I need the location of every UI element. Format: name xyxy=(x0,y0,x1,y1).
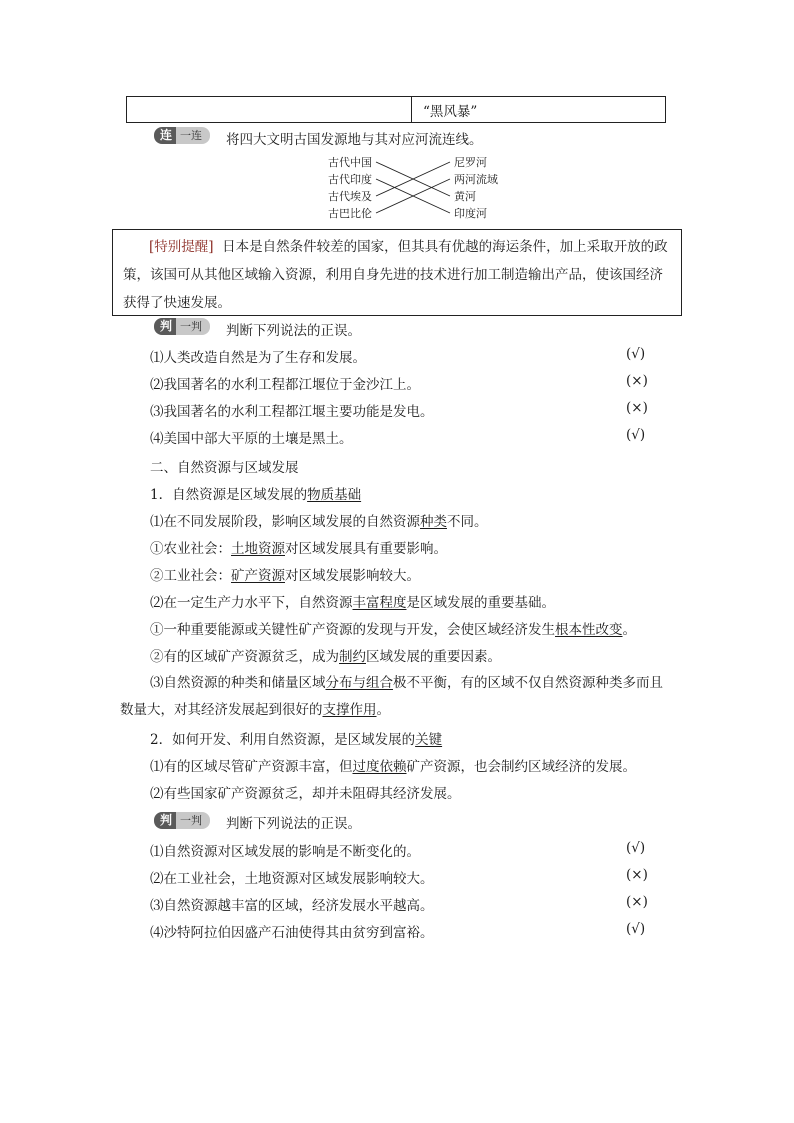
judge1-item: ⑴人类改造自然是为了生存和发展。 xyxy=(150,350,366,366)
text: 矿产资源，也会制约区域经济的发展。 xyxy=(406,759,636,775)
point-2-2: ⑵有些国家矿产资源贫乏，却并未阻碍其经济发展。 xyxy=(150,786,461,802)
point-1-3 xyxy=(120,670,676,724)
text: 是区域发展的重要基础。 xyxy=(406,595,555,611)
point-1-text: 1．自然资源是区域发展的 xyxy=(150,487,308,503)
text: ⑶自然资源的种类和储量区域 xyxy=(150,675,326,691)
text: ②有的区域矿产资源贫乏，成为 xyxy=(150,649,339,665)
judge1-item: ⑵我国著名的水利工程都江堰位于金沙江上。 xyxy=(150,377,420,393)
text: 极不平衡，有的区域不仅自然资源种类多而且数量大，对其经济发展起到很好的 xyxy=(120,675,663,718)
judge2-item: ⑶自然资源越丰富的区域，经济发展水平越高。 xyxy=(150,898,434,914)
left-item: 古代中国 xyxy=(328,156,372,169)
judge-badge-2 xyxy=(154,812,210,829)
point-1 xyxy=(150,483,361,503)
left-item: 古代埃及 xyxy=(328,190,372,203)
connect-badge xyxy=(154,127,210,144)
judge-badge-main: 判 xyxy=(154,812,176,829)
text: 。 xyxy=(376,702,390,718)
judge2-item: ⑵在工业社会，土地资源对区域发展影响较大。 xyxy=(150,871,434,887)
connect-instruction: 将四大文明古国发源地与其对应河流连线。 xyxy=(226,132,483,148)
text: 。 xyxy=(622,622,636,638)
right-item: 尼罗河 xyxy=(454,156,487,169)
right-item: 印度河 xyxy=(454,207,487,220)
text: ⑵在一定生产力水平下，自然资源 xyxy=(150,595,353,611)
tip-text-block xyxy=(123,233,671,317)
judge2-instruction: 判断下列说法的正误。 xyxy=(226,816,361,832)
point-agri xyxy=(150,537,447,557)
tip-body: 日本是自然条件较差的国家，但其具有优越的海运条件，加上采取开放的政策，该国可从其他区域输入资源，利用自身先进的技术进行加工制造输出产品，使该国经济获得了快速发展。 xyxy=(123,239,668,311)
judge2-mark: (√) xyxy=(626,921,646,937)
left-item: 古代印度 xyxy=(328,173,372,186)
left-item: 古巴比伦 xyxy=(328,207,372,220)
right-item: 黄河 xyxy=(454,190,476,203)
judge-badge-1 xyxy=(154,318,210,335)
judge1-mark: (×) xyxy=(626,400,648,416)
top-table xyxy=(126,96,666,123)
point-1-1 xyxy=(150,510,488,530)
text: ⑴在不同发展阶段，影响区域发展的自然资源 xyxy=(150,514,420,530)
judge1-mark: (√) xyxy=(626,427,646,443)
judge1-item: ⑶我国著名的水利工程都江堰主要功能是发电。 xyxy=(150,404,434,420)
text: ⑴有的区域尽管矿产资源丰富，但 xyxy=(150,759,353,775)
judge2-item: ⑴自然资源对区域发展的影响是不断变化的。 xyxy=(150,844,420,860)
special-tip-box xyxy=(112,229,682,316)
text: 对区域发展影响较大。 xyxy=(285,568,420,584)
judge-badge-sub: 一判 xyxy=(176,812,210,829)
point-2 xyxy=(150,728,442,748)
tip-label: [特别提醒] xyxy=(149,239,214,255)
text: 区域发展的重要因素。 xyxy=(366,649,501,665)
connect-badge-main: 连 xyxy=(154,127,176,144)
judge1-item: ⑷美国中部大平原的土壤是黑土。 xyxy=(150,431,353,447)
key-term: 关键 xyxy=(415,732,443,748)
text: 对区域发展具有重要影响。 xyxy=(285,541,447,557)
key-term: 土地资源 xyxy=(231,541,285,557)
text: 2．如何开发、利用自然资源，是区域发展的 xyxy=(150,732,416,748)
text: ①农业社会： xyxy=(150,541,231,557)
point-2-1 xyxy=(150,755,636,775)
key-term: 矿产资源 xyxy=(231,568,285,584)
key-term: 种类 xyxy=(420,514,447,530)
table-cell-right: “黑风暴” xyxy=(423,104,478,120)
judge1-mark: (×) xyxy=(626,373,648,389)
section-heading: 二、自然资源与区域发展 xyxy=(150,460,299,476)
point-1-2 xyxy=(150,591,555,611)
judge-badge-sub: 一判 xyxy=(176,318,210,335)
judge1-instruction: 判断下列说法的正误。 xyxy=(226,323,361,339)
right-item: 两河流域 xyxy=(454,173,498,186)
table-divider xyxy=(411,97,412,122)
judge2-item: ⑷沙特阿拉伯因盛产石油使得其由贫穷到富裕。 xyxy=(150,925,434,941)
connect-badge-sub: 一连 xyxy=(176,127,210,144)
key-term: 支撑作用 xyxy=(322,702,377,718)
key-term: 根本性改变 xyxy=(555,622,623,638)
judge2-mark: (×) xyxy=(626,867,648,883)
key-term: 制约 xyxy=(339,649,366,665)
point-industry xyxy=(150,564,420,584)
point-scarce xyxy=(150,645,501,665)
key-term: 丰富程度 xyxy=(352,595,407,611)
matching-diagram xyxy=(322,152,512,220)
judge-badge-main: 判 xyxy=(154,318,176,335)
text: 不同。 xyxy=(447,514,488,530)
point-energy xyxy=(150,618,636,638)
key-term: 分布与组合 xyxy=(325,675,393,691)
text: ②工业社会： xyxy=(150,568,231,584)
connection-lines xyxy=(322,152,512,220)
text: ①一种重要能源或关键性矿产资源的发现与开发，会使区域经济发生 xyxy=(150,622,555,638)
key-term: 过度依赖 xyxy=(352,759,407,775)
point-1-key: 物质基础 xyxy=(307,487,362,503)
judge2-mark: (√) xyxy=(626,840,646,856)
judge1-mark: (√) xyxy=(626,346,646,362)
judge2-mark: (×) xyxy=(626,894,648,910)
